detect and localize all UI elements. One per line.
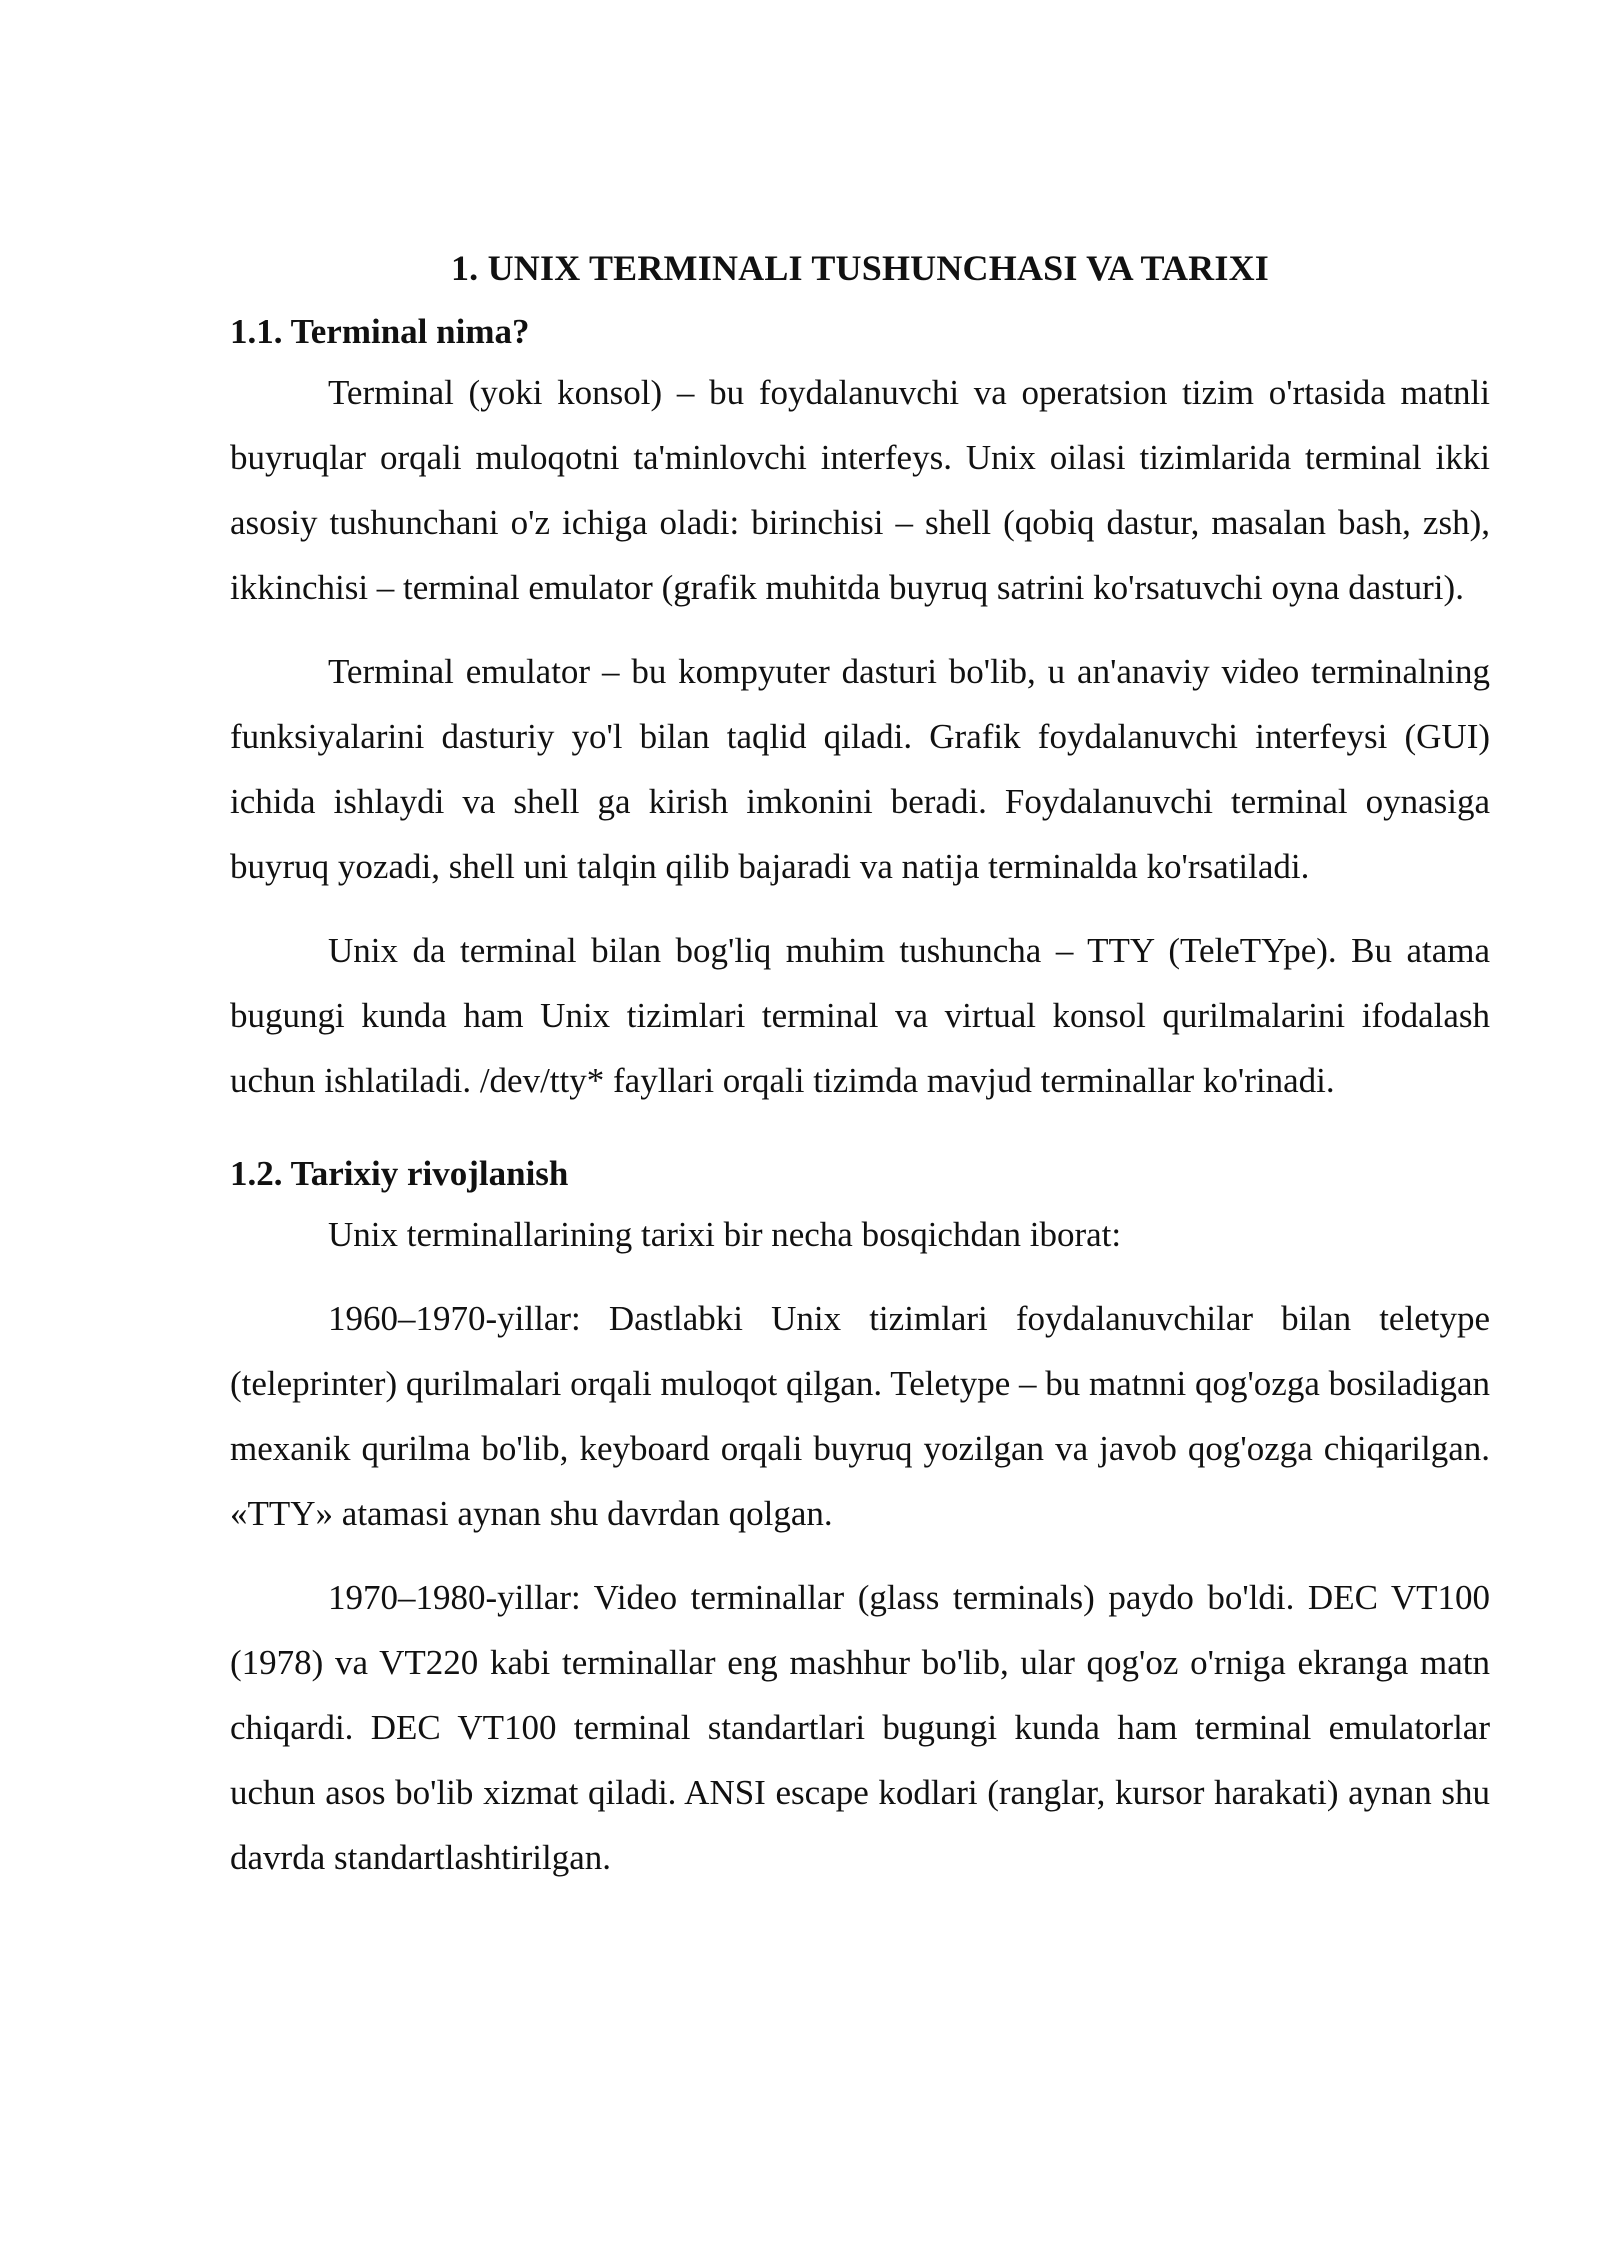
page-content [230, 238, 1490, 1890]
paragraph: Terminal (yoki konsol) – bu foydalanuvchi va operatsion tizim o'rtasida matnli buyruqlar orqali muloqotni ta'minlovchi interfeys. Unix oilasi tizimlarida terminal ikki asosiy tushunchani o'z ichiga oladi: birinchisi – shell (qobiq dastur, masalan bash, zsh), ikkinchisi – terminal emulator (grafik muhitda buyruq satrini ko'rsatuvchi oyna dasturi). [230, 373, 1490, 607]
paragraph: Terminal emulator – bu kompyuter dasturi bo'lib, u an'anaviy video terminalning funksiyalarini dasturiy yo'l bilan taqlid qiladi. Grafik foydalanuvchi interfeysi (GUI) ichida ishlaydi va shell ga kirish imkonini beradi. Foydalanuvchi terminal oynasiga buyruq yozadi, shell uni talqin qilib bajaradi va natija terminalda ko'rsatiladi. [230, 652, 1490, 886]
chapter-title: 1. UNIX TERMINALI TUSHUNCHASI VA TARIXI [450, 248, 1269, 288]
paragraph: 1970–1980-yillar: Video terminallar (glass terminals) paydo bo'ldi. DEC VT100 (1978) va VT220 kabi terminallar eng mashhur bo'lib, ular qog'oz o'rniga ekranga matn chiqardi. DEC VT100 terminal standartlari bugungi kunda ham terminal emulatorlar uchun asos bo'lib xizmat qiladi. ANSI escape kodlari (ranglar, kursor harakati) aynan shu davrda standartlashtirilgan. [230, 1578, 1490, 1877]
paragraph: Unix terminallarining tarixi bir necha bosqichdan iborat: [328, 1215, 1122, 1254]
section-heading: 1.2. Tarixiy rivojlanish [230, 1154, 569, 1193]
paragraph: Unix da terminal bilan bog'liq muhim tushuncha – TTY (TeleTYpe). Bu atama bugungi kunda ham Unix tizimlari terminal va virtual konsol qurilmalarini ifodalash uchun ishlatiladi. /dev/tty* fayllari orqali tizimda mavjud terminallar ko'rinadi. [230, 931, 1490, 1100]
paragraph: 1960–1970-yillar: Dastlabki Unix tizimlari foydalanuvchilar bilan teletype (teleprinter) qurilmalari orqali muloqot qilgan. Teletype – bu matnni qog'ozga bosiladigan mexanik qurilma bo'lib, keyboard orqali buyruq yozilgan va javob qog'ozga chiqarilgan. «TTY» atamasi aynan shu davrdan qolgan. [230, 1299, 1490, 1533]
section-tarixiy-rivojlanish [230, 1146, 1490, 1890]
section-terminal-nima [230, 304, 1490, 1113]
section-heading: 1.1. Terminal nima? [230, 312, 530, 351]
